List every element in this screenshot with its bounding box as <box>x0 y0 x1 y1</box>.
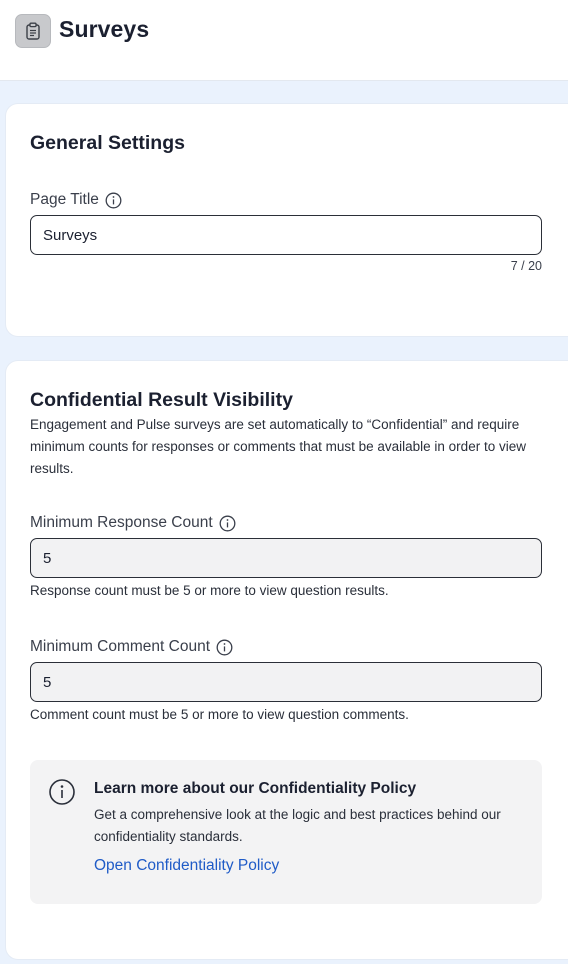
info-icon <box>48 778 76 806</box>
open-confidentiality-policy-link[interactable]: Open Confidentiality Policy <box>94 857 280 874</box>
confidential-title: Confidential Result Visibility <box>30 389 293 411</box>
min-comment-input-value: 5 <box>43 673 52 691</box>
min-comment-input[interactable] <box>30 662 542 702</box>
min-response-helper: Response count must be 5 or more to view question results. <box>30 583 389 598</box>
general-settings-card <box>6 104 568 336</box>
confidentiality-policy-callout <box>30 760 542 904</box>
info-icon[interactable] <box>219 515 236 532</box>
min-response-input-value: 5 <box>43 549 52 567</box>
min-response-label <box>30 514 236 532</box>
min-response-label-text: Minimum Response Count <box>30 514 213 531</box>
character-counter: 7 / 20 <box>510 259 542 273</box>
min-comment-label <box>30 638 233 656</box>
info-icon[interactable] <box>216 639 233 656</box>
page-title-input[interactable] <box>30 215 542 255</box>
info-icon[interactable] <box>105 192 122 209</box>
page-header <box>0 0 568 81</box>
general-settings-title: General Settings <box>30 132 185 154</box>
policy-title: Learn more about our Confidentiality Policy <box>94 780 417 797</box>
page-title-label-text: Page Title <box>30 191 99 208</box>
min-response-input[interactable] <box>30 538 542 578</box>
confidential-description: Engagement and Pulse surveys are set automatically to “Confidential” and require minimum counts for responses or comments that must be available in order to view results. <box>30 417 526 476</box>
confidential-visibility-card <box>6 361 568 959</box>
page-title-input-value: Surveys <box>43 226 98 244</box>
min-comment-helper: Comment count must be 5 or more to view question comments. <box>30 707 409 722</box>
clipboard-icon <box>15 14 51 48</box>
policy-description: Get a comprehensive look at the logic and best practices behind our confidentiality standards. <box>94 807 501 844</box>
page-title: Surveys <box>59 16 150 42</box>
min-comment-label-text: Minimum Comment Count <box>30 638 211 655</box>
page-title-label <box>30 191 122 209</box>
